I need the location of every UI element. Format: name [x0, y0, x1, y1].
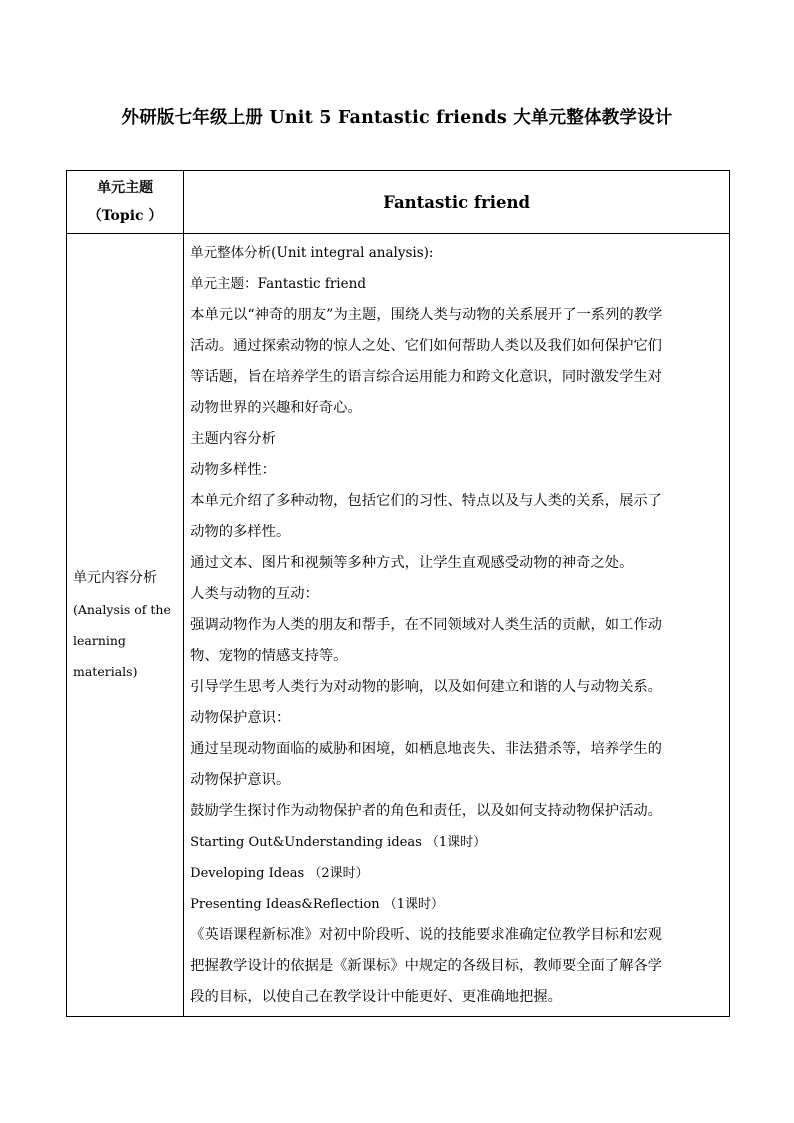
topic-label-cell — [67, 171, 184, 234]
content-analysis-label-en-3: materials) — [73, 664, 138, 679]
unit-theme-line: 单元主题：Fantastic friend — [190, 276, 366, 292]
content-analysis-label-en-1: (Analysis of the — [73, 602, 171, 617]
paragraph-line: 物、宠物的情感支持等。 — [190, 648, 348, 664]
topic-row — [67, 171, 730, 234]
lesson-line: Presenting Ideas&Reflection （1课时） — [190, 897, 445, 912]
content-analysis-label-cell — [67, 234, 184, 1017]
lesson-line: Developing Ideas （2课时） — [190, 866, 369, 881]
topic-value-cell — [184, 171, 730, 234]
subsection-heading: 人类与动物的互动： — [190, 586, 319, 602]
paragraph-line: 活动。通过探索动物的惊人之处、它们如何帮助人类以及我们如何保护它们 — [190, 338, 662, 354]
unit-analysis-heading: 单元整体分析(Unit integral analysis): — [190, 245, 434, 261]
paragraph-line: 《英语课程新标准》对初中阶段听、说的技能要求准确定位教学目标和宏观 — [190, 927, 662, 943]
paragraph-line: 强调动物作为人类的朋友和帮手，在不同领域对人类生活的贡献，如工作动 — [190, 617, 662, 633]
topic-value: Fantastic friend — [383, 192, 531, 212]
content-analysis-body-cell — [184, 234, 730, 1017]
topic-label-en: （Topic ） — [87, 208, 163, 224]
paragraph-line: 等话题，旨在培养学生的语言综合运用能力和跨文化意识，同时激发学生对 — [190, 369, 662, 385]
paragraph-line: 鼓励学生探讨作为动物保护者的角色和责任，以及如何支持动物保护活动。 — [190, 803, 662, 819]
paragraph-line: 本单元介绍了多种动物，包括它们的习性、特点以及与人类的关系，展示了 — [190, 493, 662, 509]
document-title: 外研版七年级上册 Unit 5 Fantastic friends 大单元整体教学设计 — [121, 108, 673, 128]
content-analysis-label-cn: 单元内容分析 — [73, 570, 157, 586]
paragraph-line: 动物的多样性。 — [190, 524, 291, 540]
paragraph-line: 引导学生思考人类行为对动物的影响，以及如何建立和谐的人与动物关系。 — [190, 679, 662, 695]
section-heading: 主题内容分析 — [190, 431, 276, 447]
paragraph-line: 动物世界的兴趣和好奇心。 — [190, 400, 362, 416]
paragraph-line: 段的目标，以使自己在教学设计中能更好、更准确地把握。 — [190, 989, 562, 1005]
paragraph-line: 动物保护意识。 — [190, 772, 291, 788]
paragraph-line: 通过文本、图片和视频等多种方式，让学生直观感受动物的神奇之处。 — [190, 555, 634, 571]
content-analysis-row — [67, 234, 730, 1017]
content-analysis-label-en-2: learning — [73, 633, 126, 648]
topic-label-cn: 单元主题 — [97, 180, 154, 196]
paragraph-line: 把握教学设计的依据是《新课标》中规定的各级目标，教师要全面了解各学 — [190, 958, 662, 974]
paragraph-line: 本单元以“神奇的朋友”为主题，围绕人类与动物的关系展开了一系列的教学 — [190, 307, 663, 323]
unit-design-table — [66, 170, 730, 1017]
subsection-heading: 动物保护意识： — [190, 710, 291, 726]
lesson-line: Starting Out&Understanding ideas （1课时） — [190, 835, 487, 850]
paragraph-line: 通过呈现动物面临的威胁和困境，如栖息地丧失、非法猎杀等，培养学生的 — [190, 741, 662, 757]
subsection-heading: 动物多样性： — [190, 462, 276, 478]
